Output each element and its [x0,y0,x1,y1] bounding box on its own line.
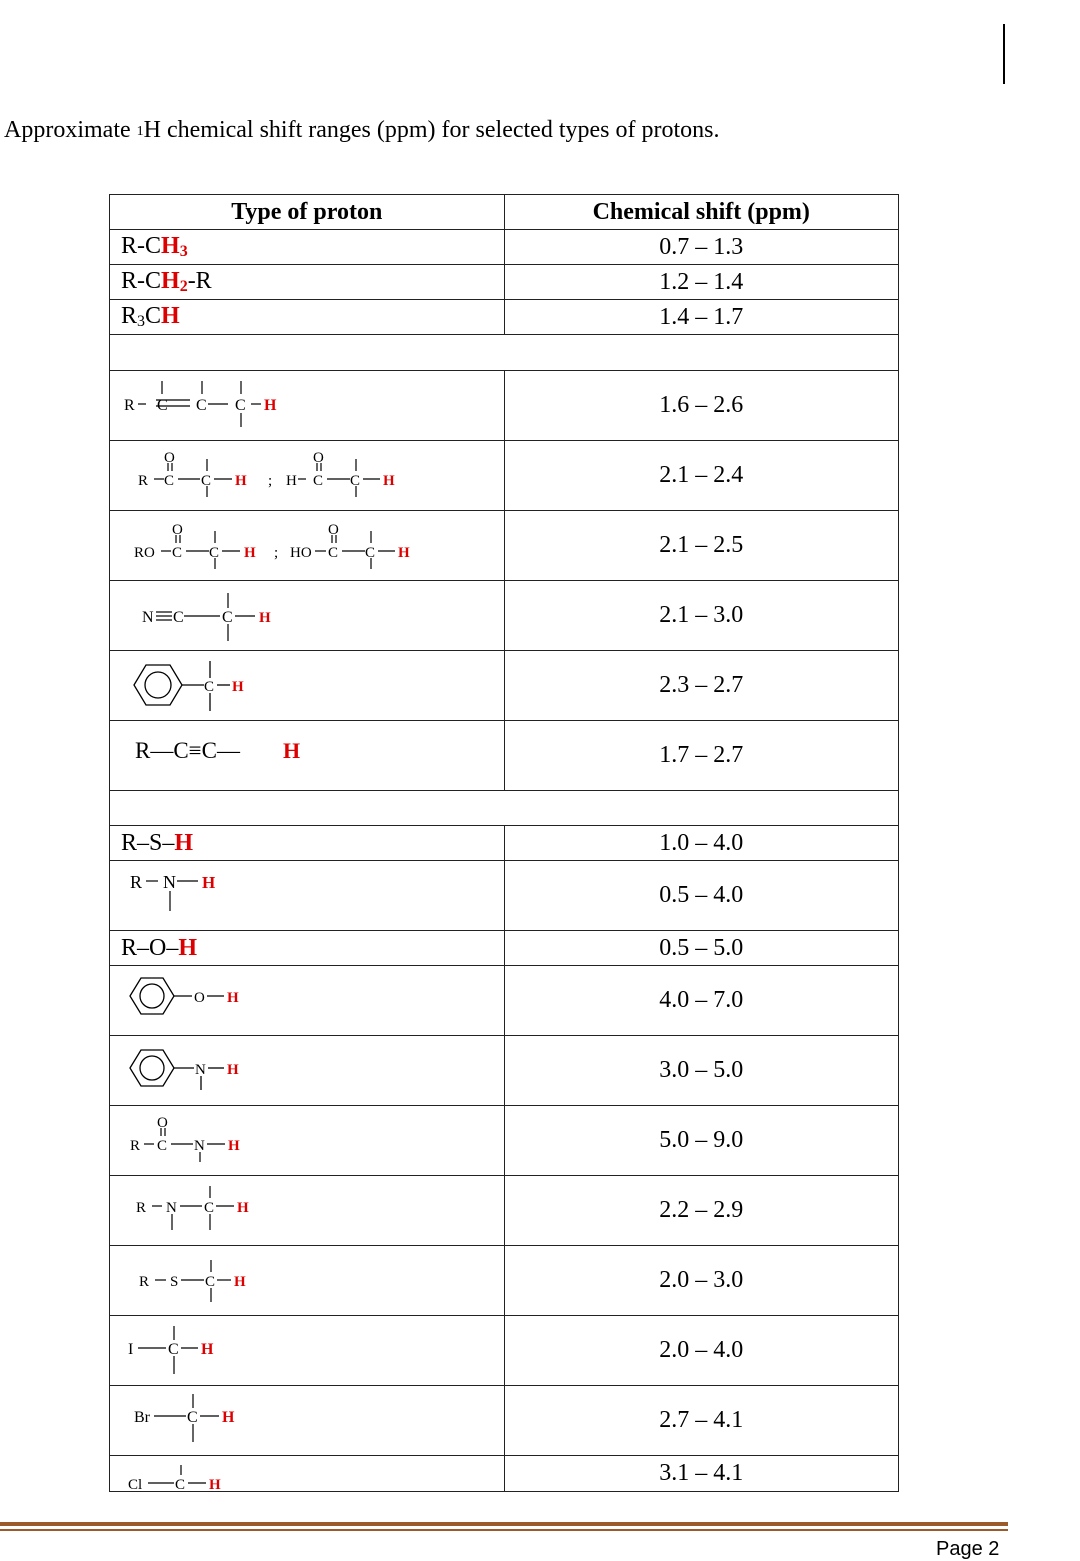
svg-text:;: ; [274,545,279,561]
svg-text:C: C [196,397,207,414]
svg-text:H: H [237,1200,249,1216]
proton-type-amide [110,1106,505,1176]
svg-text:O: O [328,522,339,538]
shift-value: 2.1 – 3.0 [504,581,899,651]
amide-structure [110,1106,472,1175]
svg-text:C: C [164,473,175,489]
shift-value: 4.0 – 7.0 [504,966,899,1036]
iodide-structure [110,1316,472,1385]
svg-text:C: C [187,1409,198,1426]
svg-text:Cl: Cl [128,1477,143,1491]
shift-value: 2.1 – 2.4 [504,441,899,511]
amine-structure [110,861,472,930]
svg-text:N: N [194,1138,205,1154]
table-row [110,441,899,511]
bromide-structure [110,1386,472,1455]
svg-text:N: N [163,872,176,892]
table-row [110,371,899,441]
benzylic-structure [110,651,472,720]
svg-text:H: H [201,1341,214,1358]
proton-type-methylene: R-CH2-R [110,265,505,300]
svg-text:C: C [313,473,324,489]
proton-type-thiol: R–S–H [110,826,505,861]
shift-value: 0.5 – 5.0 [504,931,899,966]
svg-text:H: H [222,1409,235,1426]
svg-text:H: H [264,397,277,414]
svg-text:O: O [157,1115,168,1131]
shift-value: 2.7 – 4.1 [504,1386,899,1456]
chemical-shift-table [109,194,899,1492]
proton-type-alcohol: R–O–H [110,931,505,966]
svg-text:Br: Br [134,1409,150,1426]
svg-text:O: O [194,990,205,1006]
table-row [110,1316,899,1386]
svg-text:H: H [209,1477,221,1491]
table-row [110,1456,899,1492]
shift-value: 2.0 – 4.0 [504,1316,899,1386]
svg-text:R—C≡C—: R—C≡C— [135,738,240,763]
svg-text:R: R [124,397,135,414]
svg-text:O: O [172,522,183,538]
svg-text:N: N [195,1062,206,1078]
svg-text:H: H [227,990,239,1006]
page-number: Page 2 [936,1538,1000,1560]
table-row [110,265,899,300]
svg-text:R: R [136,1200,147,1216]
table-row [110,300,899,335]
shift-value: 3.1 – 4.1 [504,1456,899,1492]
svg-text:C: C [209,545,220,561]
allylic-structure [110,371,472,440]
table-row [110,1036,899,1106]
svg-text:;: ; [268,473,273,489]
proton-type-alpha-nitrile [110,581,505,651]
table-row [110,1176,899,1246]
svg-text:O: O [313,450,324,466]
shift-value: 5.0 – 9.0 [504,1106,899,1176]
svg-text:C: C [204,679,215,695]
svg-text:C: C [235,397,246,414]
proton-type-chloride [110,1456,505,1492]
shift-value: 2.2 – 2.9 [504,1176,899,1246]
proton-type-iodide [110,1316,505,1386]
table-row [110,581,899,651]
table-row [110,861,899,931]
svg-text:H: H [244,545,256,561]
shift-value: 1.6 – 2.6 [504,371,899,441]
svg-text:H: H [235,473,247,489]
table-caption: Approximate $^1$H chemical shift ranges (ppm) for selected types of protons. [4,117,720,143]
svg-text:H: H [286,473,297,489]
table-spacer-row [110,791,899,826]
table-row [110,931,899,966]
proton-type-allylic [110,371,505,441]
svg-text:C: C [328,545,339,561]
table-header-row [110,195,899,230]
alpha-amine-structure [110,1176,472,1245]
svg-text:C: C [157,397,168,414]
alpha-nitrile-structure [110,581,472,650]
proton-type-alpha-ester-acid [110,511,505,581]
shift-value: 2.0 – 3.0 [504,1246,899,1316]
proton-type-phenol [110,966,505,1036]
alpha-carbonyl-structure [110,441,472,510]
proton-type-amine [110,861,505,931]
svg-text:C: C [173,609,184,626]
proton-type-methyl: R-CH3 [110,230,505,265]
shift-value: 2.1 – 2.5 [504,511,899,581]
svg-text:H: H [398,545,410,561]
table-row [110,651,899,721]
svg-text:HO: HO [290,545,312,561]
svg-text:N: N [166,1200,177,1216]
svg-text:I: I [128,1341,134,1358]
text-cursor-bar [1003,24,1005,84]
table-row [110,230,899,265]
footer-rule [0,1522,1008,1526]
svg-text:H: H [259,610,271,626]
proton-type-alpha-carbonyl [110,441,505,511]
svg-text:H: H [383,473,395,489]
svg-text:O: O [164,450,175,466]
proton-type-alkyne [110,721,505,791]
svg-text:C: C [201,473,212,489]
table-row [110,511,899,581]
svg-text:C: C [172,545,183,561]
shift-value: 1.2 – 1.4 [504,265,899,300]
table-row [110,1246,899,1316]
shift-value: 2.3 – 2.7 [504,651,899,721]
svg-text:N: N [142,609,154,626]
shift-value: 1.7 – 2.7 [504,721,899,791]
svg-text:H: H [232,679,244,695]
chloride-structure [110,1456,472,1491]
table-row [110,1106,899,1176]
svg-text:H: H [227,1062,239,1078]
shift-value: 1.4 – 1.7 [504,300,899,335]
svg-text:H: H [202,873,216,892]
svg-text:C: C [175,1477,186,1491]
table-row [110,1386,899,1456]
svg-text:H: H [234,1274,246,1290]
phenol-structure [110,966,472,1035]
table-spacer-row [110,335,899,371]
proton-type-alpha-sulfide [110,1246,505,1316]
svg-text:C: C [365,545,376,561]
shift-value: 0.5 – 4.0 [504,861,899,931]
shift-value: 3.0 – 5.0 [504,1036,899,1106]
aniline-structure [110,1036,472,1105]
table-row [110,826,899,861]
svg-text:R: R [139,1274,150,1290]
svg-text:H: H [283,738,301,763]
svg-text:R: R [130,1138,141,1154]
footer-rule-thin [0,1529,1008,1531]
proton-type-aniline [110,1036,505,1106]
svg-text:R: R [138,473,149,489]
svg-text:C: C [222,609,233,626]
table-row [110,966,899,1036]
alkyne-structure [110,721,472,790]
proton-type-bromide [110,1386,505,1456]
svg-text:S: S [170,1274,179,1290]
svg-text:C: C [205,1274,216,1290]
table-row [110,721,899,791]
alpha-sulfide-structure [110,1246,472,1315]
svg-text:R: R [130,872,143,892]
shift-value: 0.7 – 1.3 [504,230,899,265]
shift-value: 1.0 – 4.0 [504,826,899,861]
header-type-of-proton: Type of proton [110,195,505,230]
proton-type-methine: R3CH [110,300,505,335]
proton-type-alpha-amine [110,1176,505,1246]
svg-text:C: C [157,1138,168,1154]
svg-text:H: H [228,1138,240,1154]
svg-text:C: C [168,1341,179,1358]
svg-text:C: C [350,473,361,489]
proton-type-benzylic [110,651,505,721]
svg-text:RO: RO [134,545,155,561]
svg-text:C: C [204,1200,215,1216]
alpha-ester-acid-structure [110,511,472,580]
header-chemical-shift: Chemical shift (ppm) [504,195,899,230]
